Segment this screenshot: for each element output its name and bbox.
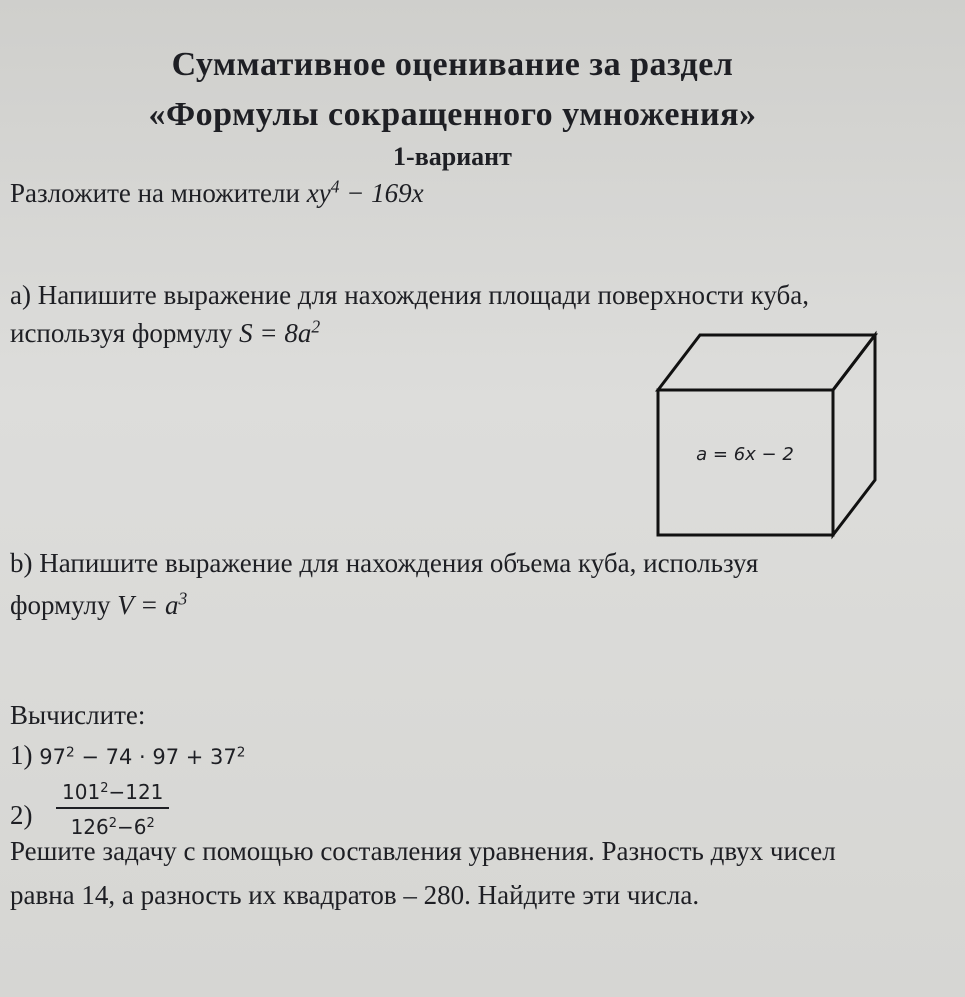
task2a-line2-text: используя формулу [10,318,233,348]
task1-expr-rest: − 169x [339,178,424,208]
cube-side-face [833,335,875,535]
task1-line [10,178,424,209]
cube-edge-label: a = 6x − 2 [696,444,794,465]
task3-item1-number: 1) [10,740,33,770]
item1-middle-terms: − 74 · 97 + 37 [74,745,237,769]
task3-item1-expression [39,745,245,769]
task1-expression [307,178,424,208]
denominator-exponent: 2 [108,815,118,831]
item1-term-a: 97 [39,745,66,769]
title-line-2: «Формулы сокращенного умножения» [148,96,757,133]
task1-expr-exponent: 4 [330,176,340,197]
task4-line1: Решите задачу с помощью составления уравнения. Разность двух чисел [10,836,836,866]
task2a-formula-base: S = 8a [239,318,312,348]
task2a-line1: а) Напишите выражение для нахождения площади поверхности куба, [10,280,809,310]
task2b-line1: b) Напишите выражение для нахождения объема куба, используя [10,548,759,578]
item1-term-b-exponent: 2 [236,744,246,761]
variant-label: 1-вариант [393,142,512,171]
task2a-formula-exponent: 2 [311,316,321,337]
cube-diagram [650,330,880,540]
task3-item1 [10,740,245,771]
task3-heading: Вычислите: [10,700,146,730]
task3-item2-fraction [56,780,169,839]
numerator-exponent: 2 [100,780,109,796]
task1-text: Разложите на множители [10,178,300,208]
numerator-base: 101 [62,780,101,804]
task2b-formula [117,590,187,620]
task3-item2-number: 2) [10,800,33,830]
item1-term-a-exponent: 2 [65,744,75,761]
cube-top-face [658,335,875,390]
fraction-numerator [56,780,169,809]
task1-expr-base: xy [306,178,331,208]
task2b-formula-exponent: 3 [178,588,188,609]
task2a-formula [239,318,320,348]
denominator-rest: −6 [117,815,147,839]
fraction-denominator [56,809,169,839]
task4-line2: равна 14, а разность их квадратов – 280. Найдите эти числа. [10,880,700,910]
task2b-line2 [10,590,187,621]
title-line-1: Суммативное оценивание за раздел [171,46,734,83]
numerator-rest: −121 [108,780,164,804]
denominator-exponent-2: 2 [146,815,155,831]
denominator-base: 126 [70,815,109,839]
task2a-line2 [10,318,320,349]
task2b-line2-text: формулу [10,590,111,620]
task2b-formula-base: V = a [117,590,179,620]
